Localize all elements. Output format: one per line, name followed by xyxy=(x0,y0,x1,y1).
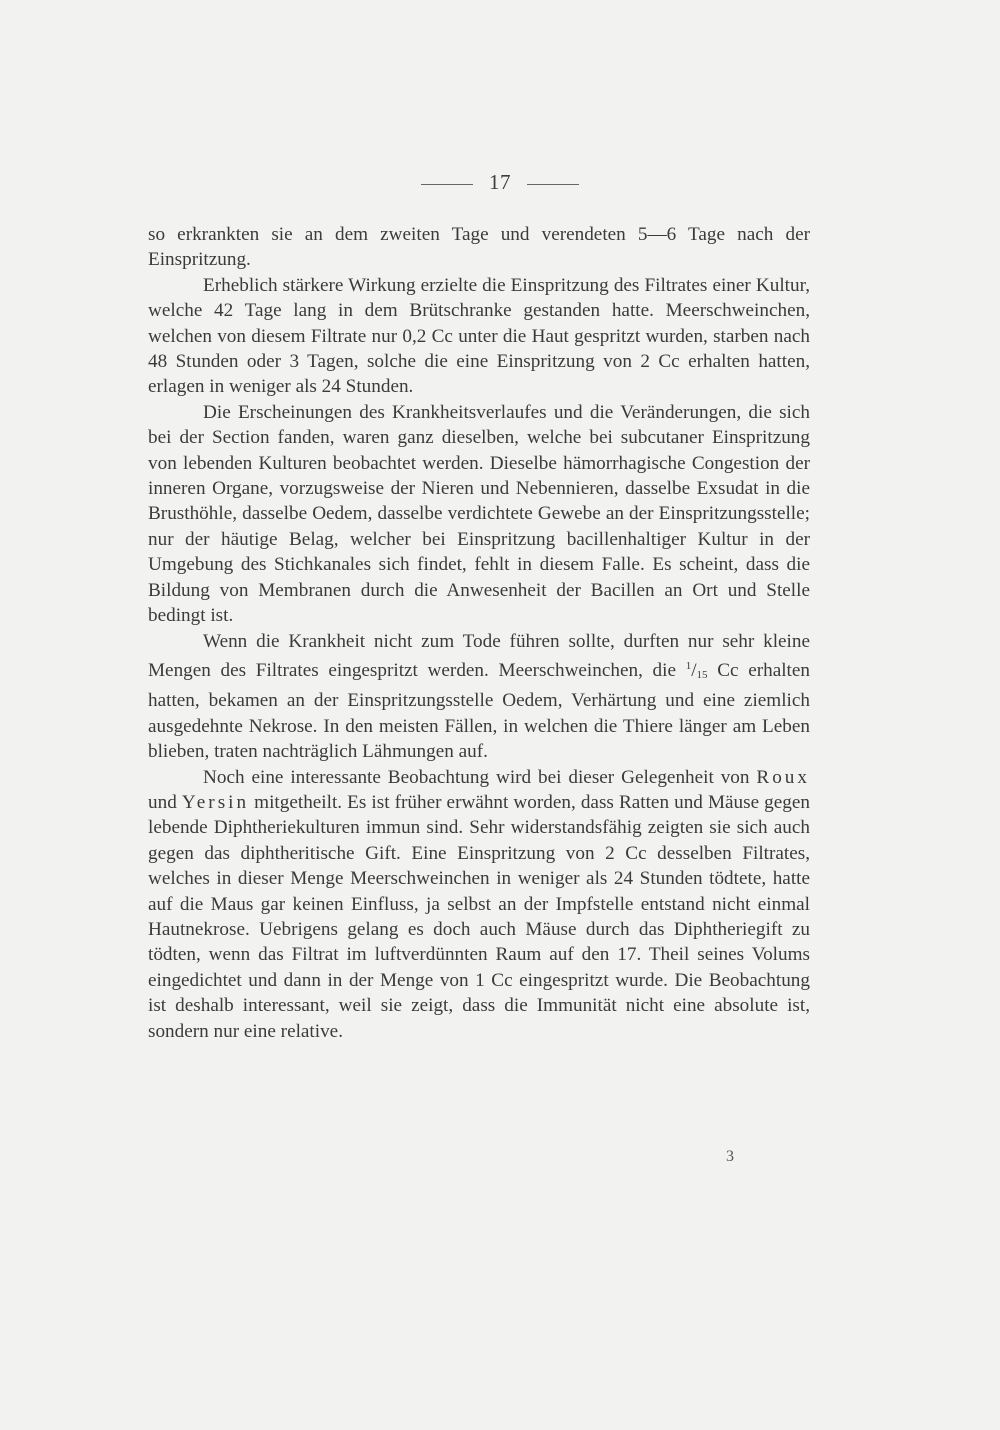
paragraph-5 xyxy=(148,765,810,1044)
paragraph-4 xyxy=(148,629,810,765)
paragraph-5-text-c: mitgetheilt. Es ist früher erwähnt worden, dass Ratten und Mäuse gegen lebende Diphtheriekulturen immun sind. Sehr widerstandsfähig zeigten sie sich auch gegen das diphtheritische Gift. Eine Einspritzung von 2 Cc desselben Filtrates, welches in dieser Menge Meerschweinchen in weniger als 24 Stunden tödtete, hatte auf die Maus gar keinen Einfluss, ja selbst an der Impfstelle entstand nicht einmal Hautnekrose. Uebrigens gelang es doch auch Mäuse durch das Diphtheriegift zu tödten, wenn das Filtrat im luftverdünnten Raum auf den 17. Theil seines Volums eingedichtet und dann in der Menge von 1 Cc eingespritzt wurde. Die Beobachtung ist deshalb interessant, weil sie zeigt, dass die Immunität nicht eine absolute ist, sondern nur eine relative. xyxy=(148,791,811,1042)
header-dash-left xyxy=(421,184,473,185)
paragraph-5-text-b: und xyxy=(148,791,182,813)
page-header xyxy=(0,170,1000,195)
paragraph-4-text-b: Cc erhalten hatten, bekamen an der Einspritzungsstelle Oedem, Verhärtung und eine ziemlich ausgedehnte Nekrose. In den meisten Fällen, in welchen die Thiere länger am Leben blieben, traten nachträglich Lähmungen auf. xyxy=(148,659,810,763)
paragraph-4-text-a: Wenn die Krankheit nicht zum Tode führen sollte, durften nur sehr kleine Mengen des Filtrates eingespritzt werden. Meerschweinchen, die xyxy=(148,630,810,681)
body-text xyxy=(148,222,810,1044)
paragraph-5-text-a: Noch eine interessante Beobachtung wird bei dieser Gelegenheit von xyxy=(203,766,757,788)
page-number: 17 xyxy=(489,170,511,194)
author-name-yersin: Yersin xyxy=(181,791,250,813)
fraction: $^1/_{15}$ xyxy=(685,659,708,681)
paragraph-3: Die Erscheinungen des Krankheitsverlaufes und die Veränderungen, die sich bei der Section fanden, waren ganz dieselben, welche bei subcutaner Einspritzung von lebenden Kulturen beobachtet werden. Dieselbe hämorrhagische Congestion der inneren Organe, vorzugsweise der Nieren und Nebennieren, dasselbe Exsudat in die Brusthöhle, dasselbe Oedem, dasselbe verdichtete Gewebe an der Einspritzungsstelle; nur der häutige Belag, welcher bei Einspritzung bacillenhaltiger Kultur in der Umgebung des Stichkanales sich findet, fehlt in diesem Falle. Es scheint, dass die Bildung von Membranen durch die Anwesenheit der Bacillen an Ort und Stelle bedingt ist. xyxy=(148,401,810,627)
fraction-numerator: 1 xyxy=(685,659,692,672)
signature-mark: 3 xyxy=(726,1148,734,1165)
header-dash-right xyxy=(527,184,579,185)
author-name-roux: Roux xyxy=(756,766,810,788)
paragraph-2: Erheblich stärkere Wirkung erzielte die Einspritzung des Filtrates einer Kultur, welche 42 Tage lang in dem Brütschranke gestanden hatte. Meerschweinchen, welchen von diesem Filtrate nur 0,2 Cc unter die Haut gespritzt wurden, starben nach 48 Stunden oder 3 Tagen, solche die eine Einspritzung von 2 Cc erhalten hatten, erlagen in weniger als 24 Stunden. xyxy=(148,274,810,398)
paragraph-1: so erkrankten sie an dem zweiten Tage und verendeten 5—6 Tage nach der Einspritzung. xyxy=(148,224,810,271)
fraction-denominator: 15 xyxy=(696,668,708,681)
